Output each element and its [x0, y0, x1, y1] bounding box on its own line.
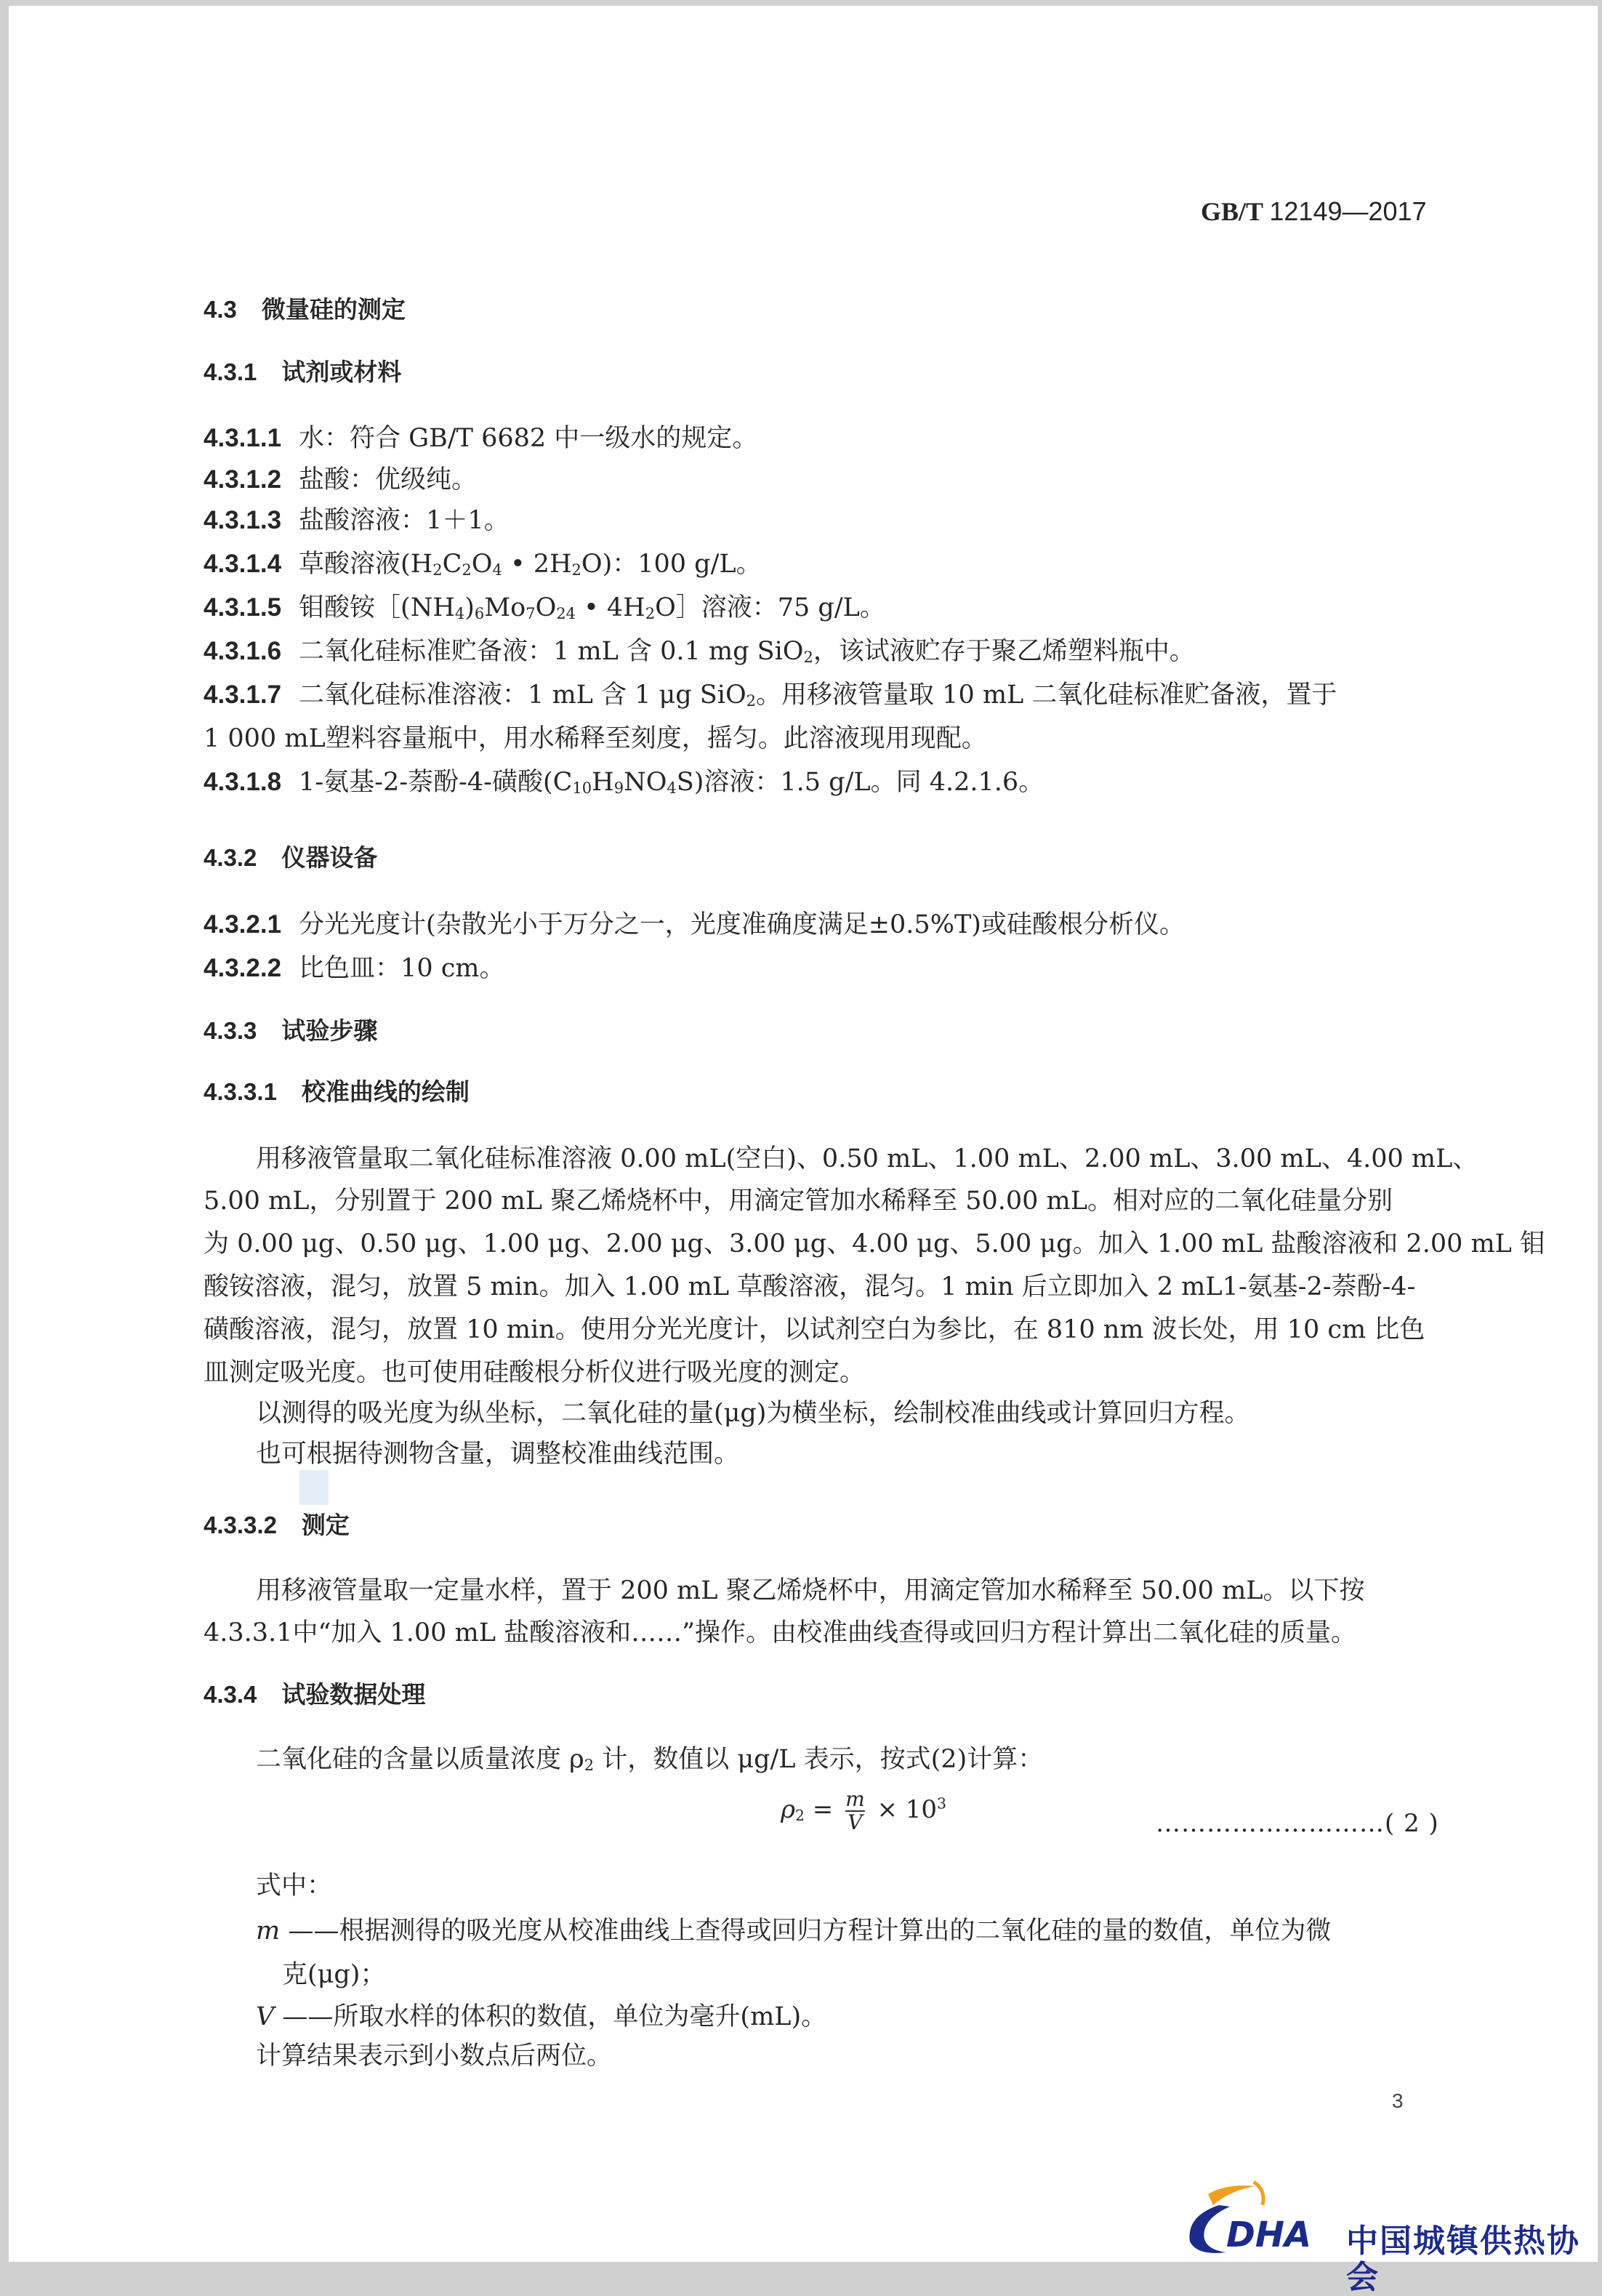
- section-heading-4-3-3-2: [204, 1511, 350, 1540]
- equation-number: [1156, 1809, 1439, 1838]
- subscript: 2: [571, 561, 581, 579]
- section-heading-4-3-1: [204, 358, 401, 387]
- item-4-3-1-6: [204, 637, 1195, 666]
- section-number: 4.3.3: [204, 1017, 257, 1044]
- item-number: 4.3.1.8: [204, 768, 282, 796]
- standard-code-number: 12149—2017: [1269, 196, 1427, 226]
- fraction: [845, 1789, 865, 1834]
- definition-dash: ——: [274, 2002, 334, 2031]
- definition-symbol: V: [256, 2002, 275, 2031]
- equation-symbol: ρ: [781, 1795, 795, 1824]
- leader-dots: ………………………: [1156, 1809, 1385, 1838]
- subscript: 4: [492, 561, 502, 579]
- item-text: 草酸溶液(H: [299, 550, 433, 579]
- subscript: 4: [454, 605, 465, 622]
- paragraph-text: 计，数值以 μg/L 表示，按式(2)计算：: [594, 1745, 1044, 1774]
- item-text: NO: [624, 768, 667, 797]
- item-4-3-1-7-line2: 1 000 mL塑料容量瓶中，用水稀释至刻度，摇匀。此溶液现用现配。: [204, 724, 987, 753]
- item-text: • 2H: [502, 550, 572, 579]
- subscript: 7: [526, 605, 536, 622]
- item-number: 4.3.1.3: [204, 506, 282, 534]
- item-number: 4.3.1.5: [204, 593, 282, 622]
- definition-text: 根据测得的吸光度从校准曲线上查得或回归方程计算出的二氧化硅的量的数值，单位为微: [339, 1916, 1332, 1946]
- section-heading-4-3-4: [204, 1680, 425, 1709]
- definition-dash: ——: [280, 1916, 339, 1946]
- definition-m-line2: 克(μg)；: [282, 1960, 386, 1989]
- subscript: 2: [795, 1807, 805, 1824]
- item-4-3-2-1: [204, 910, 1185, 939]
- fraction-numerator: m: [845, 1787, 865, 1811]
- paragraph-line: 用移液管量取二氧化硅标准溶液 0.00 mL(空白)、0.50 mL、1.00 mL、2.00 mL、3.00 mL、4.00 mL、: [256, 1144, 1478, 1173]
- paragraph-line: 4.3.3.1中“加入 1.00 mL 盐酸溶液和……”操作。由校准曲线查得或回归方程计算出二氧化硅的质量。: [204, 1618, 1356, 1647]
- standard-code: [1201, 196, 1427, 227]
- section-number: 4.3.3.2: [204, 1512, 277, 1538]
- definition-text: 所取水样的体积的数值，单位为毫升(mL)。: [333, 2002, 827, 2031]
- paragraph-line: 为 0.00 μg、0.50 μg、1.00 μg、2.00 μg、3.00 μg、4.00 μg、5.00 μg。加入 1.00 mL 盐酸溶液和 2.00 mL 钼: [204, 1229, 1546, 1259]
- paragraph-line: 皿测定吸光度。也可使用硅酸根分析仪进行吸光度的测定。: [204, 1358, 866, 1387]
- section-title: 校准曲线的绘制: [301, 1077, 470, 1106]
- logo-orange-wave: [1254, 2182, 1263, 2205]
- paragraph-line: 用移液管量取一定量水样，置于 200 mL 聚乙烯烧杯中，用滴定管加水稀释至 50.00 mL。以下按: [256, 1576, 1365, 1605]
- logo-text: DHA: [1226, 2215, 1312, 2255]
- item-text: S)溶液：1.5 g/L。同 4.2.1.6。: [676, 768, 1044, 797]
- item-text: 二氧化硅标准贮备液：1 mL 含 0.1 mg SiO: [299, 637, 804, 666]
- item-text: C: [442, 550, 462, 579]
- logo-orange-arc: [1208, 2185, 1255, 2205]
- item-4-3-2-2: [204, 954, 505, 983]
- subscript: 6: [474, 605, 485, 622]
- item-4-3-1-1: [204, 424, 757, 453]
- paragraph-line: 磺酸溶液，混匀，放置 10 min。使用分光光度计，以试剂空白为参比，在 810 nm 波长处，用 10 cm 比色: [204, 1315, 1425, 1344]
- item-4-3-1-8: [204, 768, 1044, 797]
- item-text: 。用移液管量取 10 mL 二氧化硅标准贮备液，置于: [756, 681, 1337, 710]
- section-number: 4.3.4: [204, 1681, 257, 1708]
- item-text: O: [471, 550, 493, 579]
- subscript: 4: [667, 779, 677, 797]
- paragraph-line: 以测得的吸光度为纵坐标，二氧化硅的量(μg)为横坐标，绘制校准曲线或计算回归方程。: [256, 1399, 1250, 1428]
- item-4-3-1-7: [204, 681, 1337, 710]
- document-page: [9, 6, 1598, 2296]
- item-text: 二氧化硅标准溶液：1 mL 含 1 μg SiO: [299, 681, 746, 710]
- paragraph-line: 酸铵溶液，混匀，放置 5 min。加入 1.00 mL 草酸溶液，混匀。1 min 后立即加入 2 mL1-氨基-2-萘酚-4-: [204, 1272, 1416, 1301]
- equation-2: [781, 1789, 946, 1834]
- subscript: 10: [572, 779, 592, 797]
- superscript: 3: [937, 1794, 947, 1813]
- section-title: 试验步骤: [281, 1016, 378, 1045]
- item-text: Mo: [484, 593, 526, 622]
- item-text: O)：100 g/L。: [581, 550, 762, 579]
- item-text: H: [592, 768, 614, 797]
- item-text: 分光光度计(杂散光小于万分之一，光度准确度满足±0.5%T)或硅酸根分析仪。: [299, 910, 1185, 939]
- subscript: 2: [584, 1757, 595, 1774]
- section-title: 微量硅的测定: [261, 295, 406, 324]
- subscript: 2: [645, 605, 656, 622]
- paragraph-text: 二氧化硅的含量以质量浓度 ρ: [256, 1745, 584, 1774]
- paragraph-line: 也可根据待测物含量，调整校准曲线范围。: [256, 1440, 740, 1469]
- item-number: 4.3.1.6: [204, 637, 282, 665]
- logo-org-name: 中国城镇供热协会: [1346, 2223, 1580, 2296]
- equation-operator: × 10: [869, 1795, 938, 1824]
- subscript: 24: [556, 605, 576, 622]
- logo-blue-arc: [1190, 2205, 1231, 2253]
- item-text: O: [535, 593, 557, 622]
- item-4-3-1-5: [204, 593, 885, 622]
- section-title: 仪器设备: [281, 843, 378, 872]
- paragraph-line: [256, 1745, 1043, 1774]
- section-number: 4.3: [204, 296, 237, 323]
- item-text: O］溶液：75 g/L。: [655, 593, 885, 622]
- result-note: 计算结果表示到小数点后两位。: [256, 2042, 613, 2071]
- page-number: 3: [1392, 2090, 1404, 2112]
- where-label: 式中：: [256, 1871, 333, 1900]
- section-number: 4.3.3.1: [204, 1078, 277, 1105]
- item-number: 4.3.1.2: [204, 465, 282, 494]
- section-heading-4-3-3-1: [204, 1077, 470, 1107]
- definition-m: [256, 1916, 1331, 1946]
- section-heading-4-3: [204, 295, 406, 324]
- section-heading-4-3-3: [204, 1016, 377, 1045]
- item-text: 钼酸铵［(NH: [299, 593, 455, 622]
- subscript: 2: [432, 561, 443, 579]
- item-number: 4.3.2.2: [204, 954, 282, 982]
- item-text: 盐酸溶液：1＋1。: [299, 506, 510, 535]
- item-4-3-1-3: [204, 506, 510, 535]
- item-number: 4.3.1.4: [204, 550, 282, 578]
- item-4-3-1-2: [204, 465, 477, 494]
- section-number: 4.3.1: [204, 358, 257, 385]
- scan-artifact: [299, 1470, 329, 1505]
- subscript: 2: [462, 561, 472, 579]
- fraction-denominator: V: [845, 1810, 865, 1834]
- standard-code-prefix: GB/T: [1201, 197, 1263, 226]
- section-heading-4-3-2: [204, 843, 377, 872]
- subscript: 9: [613, 779, 624, 797]
- item-4-3-1-4: [204, 550, 762, 579]
- item-text: ，该试液贮存于聚乙烯塑料瓶中。: [813, 637, 1195, 666]
- subscript: 2: [803, 649, 813, 666]
- item-text: 盐酸：优级纯。: [299, 465, 478, 494]
- item-text: 水：符合 GB/T 6682 中一级水的规定。: [299, 424, 758, 453]
- equation-label: ( 2 ): [1385, 1809, 1439, 1838]
- paragraph-line: 5.00 mL，分别置于 200 mL 聚乙烯烧杯中，用滴定管加水稀释至 50.00 mL。相对应的二氧化硅量分别: [204, 1187, 1393, 1216]
- item-text: 1-氨基-2-萘酚-4-磺酸(C: [299, 768, 573, 797]
- item-number: 4.3.2.1: [204, 910, 282, 939]
- subscript: 2: [746, 692, 757, 710]
- item-text: 比色皿：10 cm。: [299, 954, 505, 983]
- section-title: 试验数据处理: [281, 1680, 426, 1709]
- item-text: • 4H: [576, 593, 645, 622]
- item-text: ): [464, 593, 475, 622]
- definition-v: [256, 2002, 826, 2031]
- definition-symbol: m: [256, 1916, 281, 1946]
- section-title: 试剂或材料: [281, 358, 402, 386]
- item-number: 4.3.1.7: [204, 681, 282, 709]
- section-title: 测定: [301, 1511, 350, 1539]
- section-number: 4.3.2: [204, 844, 257, 871]
- equation-operator: =: [804, 1795, 842, 1824]
- item-number: 4.3.1.1: [204, 424, 282, 452]
